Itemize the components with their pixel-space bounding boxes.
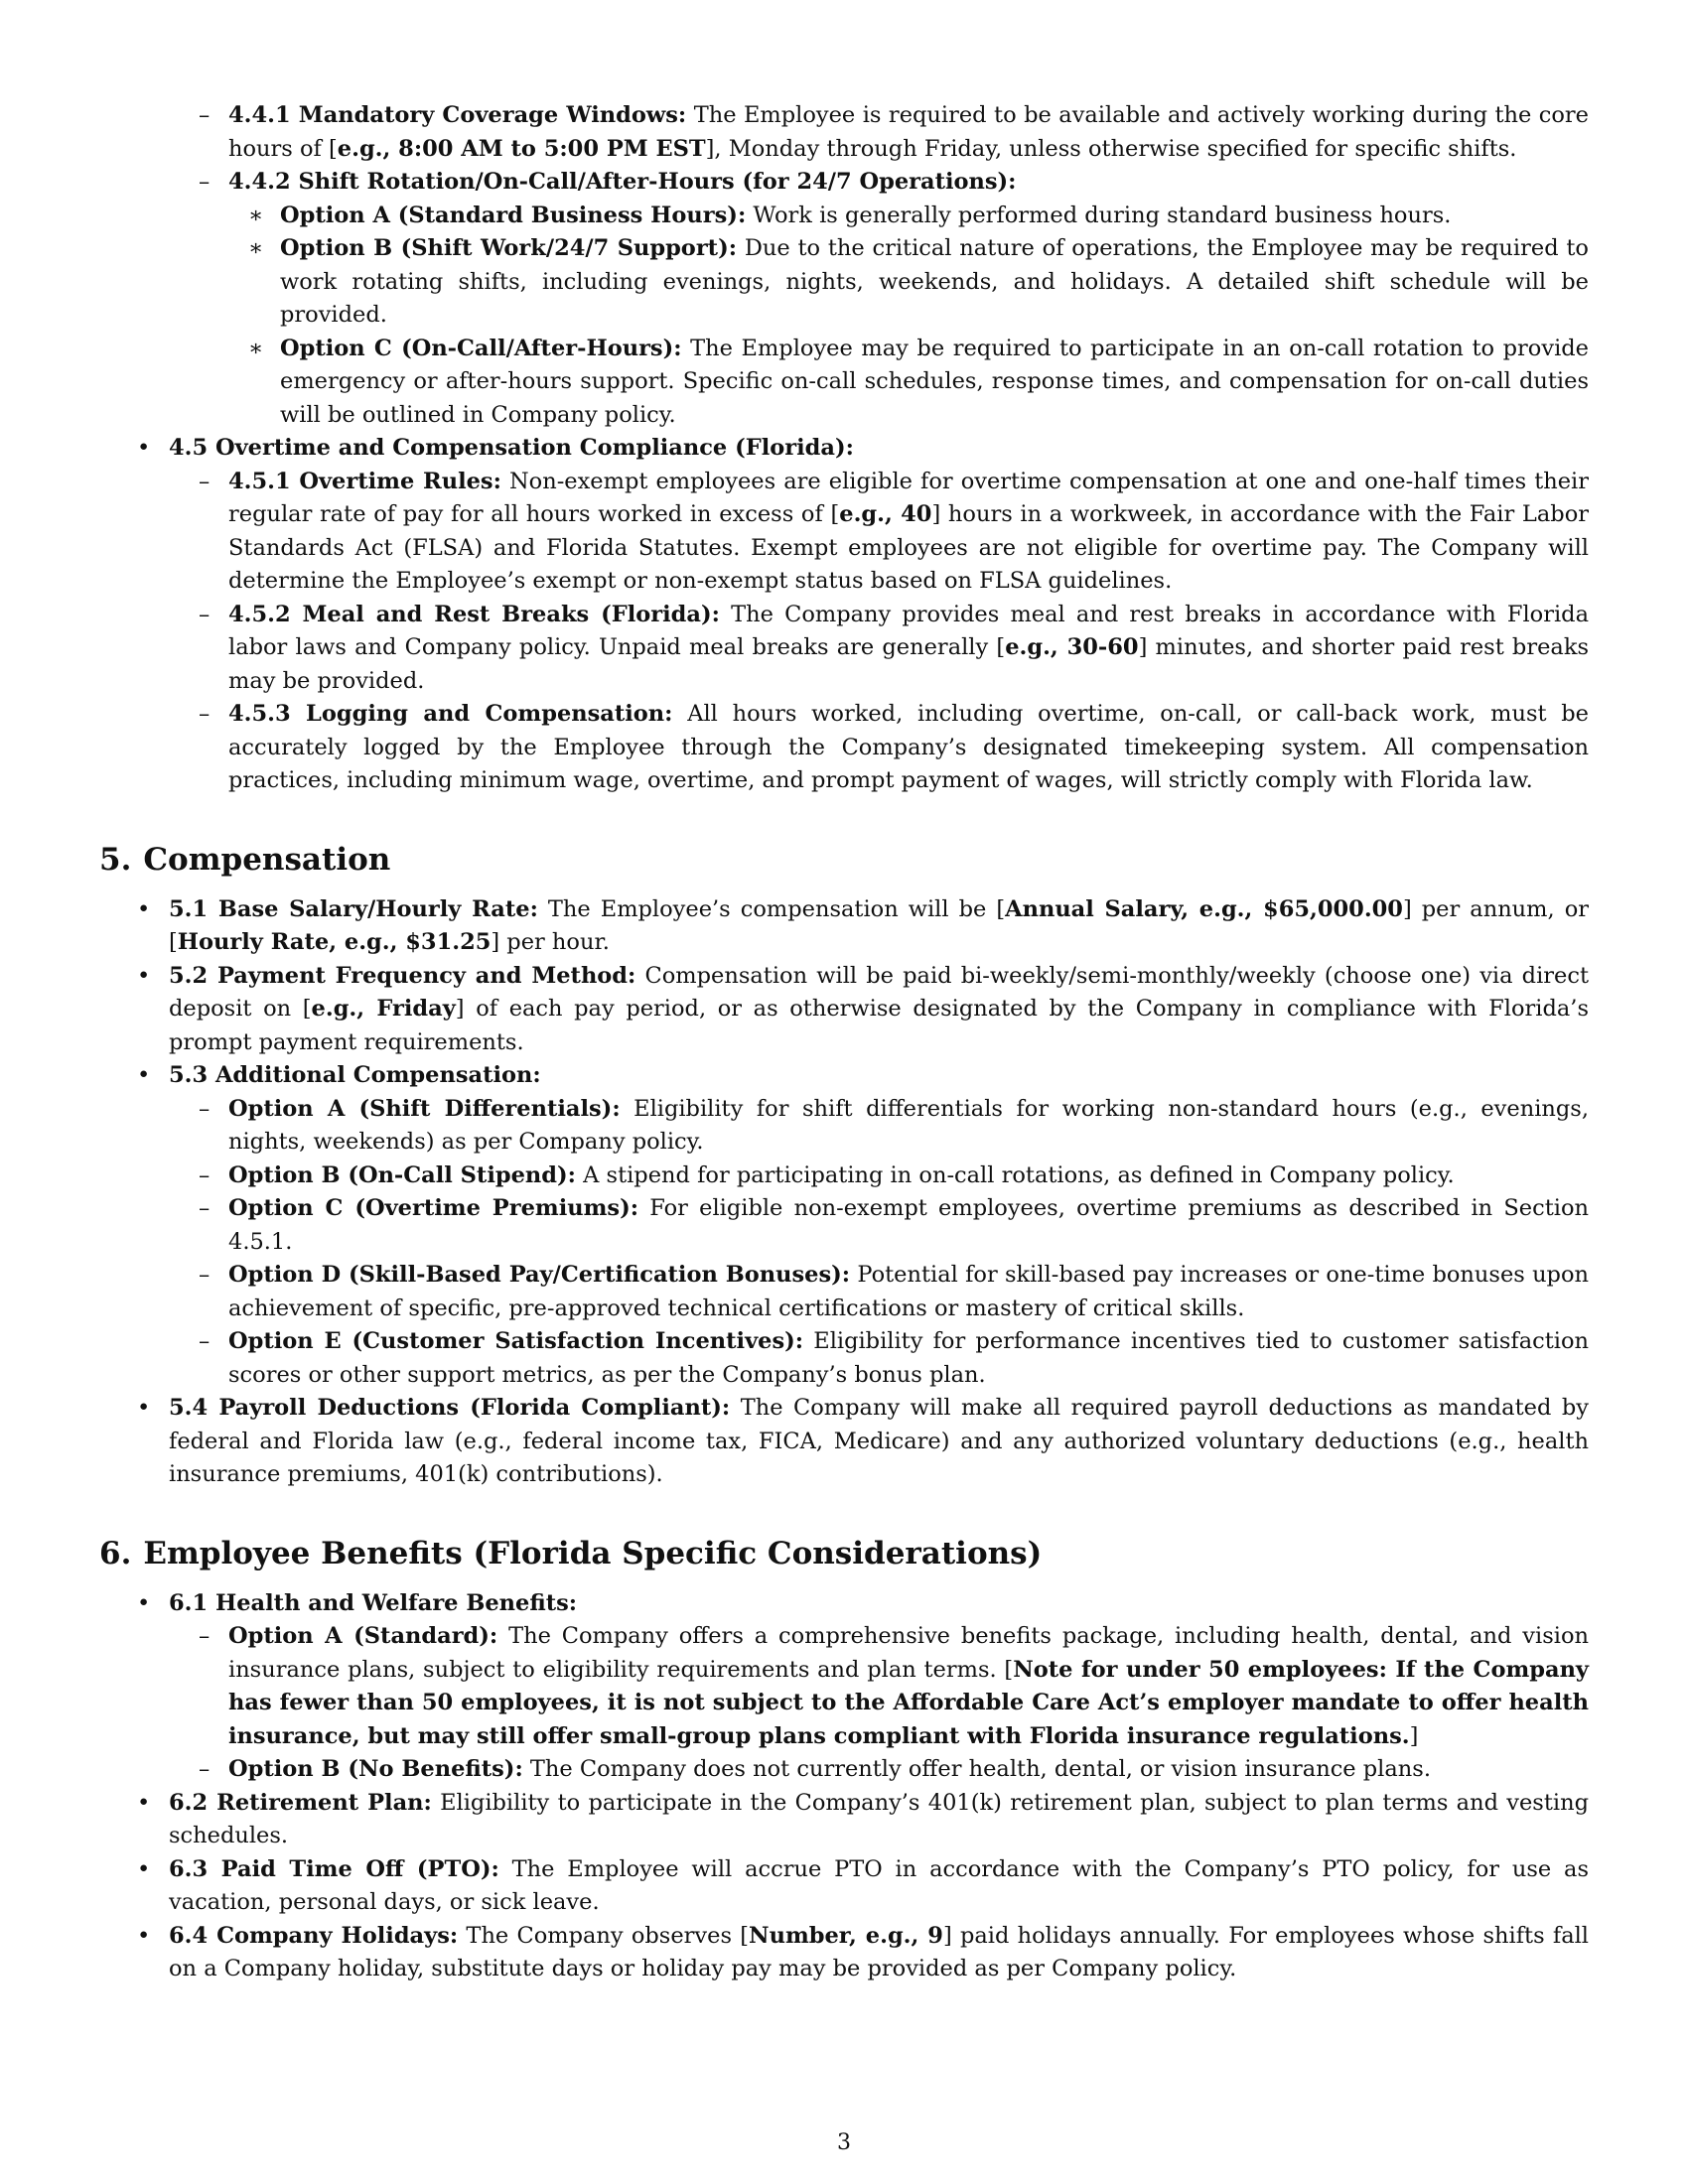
option-label: Option D (Skill-Based Pay/Certification Bonuses): — [228, 1262, 851, 1288]
bullet-marker: • — [137, 962, 151, 989]
list-item-4-5 — [99, 432, 1589, 466]
bullet-marker: • — [137, 895, 151, 922]
list-item-5-3 — [99, 1059, 1589, 1093]
clause-label: 4.4.2 Shift Rotation/On-Call/After-Hours (for 24/7 Operations): — [228, 169, 1017, 195]
list-item-5-3-option-c: – Option C (Overtime Premiums): For eligible non-exempt employees, overtime premiums as described in Section 4.5.1. — [99, 1192, 1589, 1259]
list-item-5-3-option-e: – Option E (Customer Satisfaction Incentives): Eligibility for performance incentives tied to customer satisfaction scores or other support metrics, as per the Company’s bonus plan. — [99, 1325, 1589, 1392]
bullet-marker: • — [137, 1589, 151, 1616]
dash-marker: – — [199, 601, 211, 627]
clause-label: 4.5.1 Overtime Rules: — [228, 468, 501, 494]
clause-label: 6.2 Retirement Plan: — [169, 1789, 432, 1816]
dash-marker: – — [199, 1262, 211, 1288]
list-item-5-3-option-d: – Option D (Skill-Based Pay/Certification Bonuses): Potential for skill-based pay increases or one-time bonuses upon achievement of specific, pre-approved technical certifications or mastery of critical skills. — [99, 1259, 1589, 1325]
placeholder-value: e.g., 40 — [839, 501, 932, 527]
option-label: Option A (Standard): — [228, 1623, 498, 1649]
list-item-4-5-1: – 4.5.1 Overtime Rules: Non-exempt employees are eligible for overtime compensation at one and one-half times their regular rate of pay for all hours worked in excess of [e.g., 40] hours in a workweek, in accordance with the Fair Labor Standards Act (FLSA) and Florida Statutes. Exempt employees are not eligible for overtime pay. The Company will determine the Employee’s exempt or non-exempt status based on FLSA guidelines. — [99, 466, 1589, 599]
list-item-4-5-3: – 4.5.3 Logging and Compensation: All hours worked, including overtime, on-call, or call-back work, must be accurately logged by the Employee through the Company’s designated timekeeping system. All compensation practices, including minimum wage, overtime, and prompt payment of wages, will strictly comply with Florida law. — [99, 698, 1589, 798]
list-item-4-5-2: – 4.5.2 Meal and Rest Breaks (Florida): The Company provides meal and rest breaks in accordance with Florida labor laws and Company policy. Unpaid meal breaks are generally [e.g., 30-60] minutes, and shorter paid rest breaks may be provided. — [99, 599, 1589, 699]
list-item-6-1-option-b: – Option B (No Benefits): The Company does not currently offer health, dental, or vision insurance plans. — [99, 1753, 1589, 1787]
placeholder-value: e.g., 8:00 AM to 5:00 PM EST — [337, 135, 706, 162]
section-heading-5: 5. Compensation — [99, 841, 391, 878]
clause-label: 6.4 Company Holidays: — [169, 1922, 459, 1949]
clause-label: 5.2 Payment Frequency and Method: — [169, 962, 636, 989]
clause-label: 5.3 Additional Compensation: — [169, 1062, 541, 1088]
list-item-5-2: • 5.2 Payment Frequency and Method: Compensation will be paid bi-weekly/semi-monthly/weekly (choose one) via direct deposit on [e.g., Friday] of each pay period, or as otherwise designated by the Company in compliance with Florida’s prompt payment requirements. — [99, 960, 1589, 1060]
list-item-4-4-1: – 4.4.1 Mandatory Coverage Windows: The Employee is required to be available and actively working during the core hours of [e.g., 8:00 AM to 5:00 PM EST], Monday through Friday, unless otherwise specified for specific shifts. — [99, 99, 1589, 166]
bullet-marker: • — [137, 1855, 151, 1882]
option-label: Option B (On-Call Stipend): — [228, 1161, 576, 1188]
list-item-5-1: • 5.1 Base Salary/Hourly Rate: The Employee’s compensation will be [Annual Salary, e.g., $65,000.00] per annum, or [Hourly Rate, e.g., $31.25] per hour. — [99, 893, 1589, 960]
list-item-option-c: ∗ Option C (On-Call/After-Hours): The Employee may be required to participate in an on-call rotation to provide emergency or after-hours support. Specific on-call schedules, response times, and compensation for on-call duties will be outlined in Company policy. — [99, 333, 1589, 433]
dash-marker: – — [199, 701, 211, 727]
list-item-6-2: • 6.2 Retirement Plan: Eligibility to participate in the Company’s 401(k) retirement plan, subject to plan terms and vesting schedules. — [99, 1787, 1589, 1853]
bullet-marker: • — [137, 1395, 151, 1421]
dash-marker: – — [199, 169, 211, 195]
placeholder-value: e.g., Friday — [311, 996, 456, 1022]
star-marker: ∗ — [248, 202, 264, 228]
placeholder-value: Hourly Rate, e.g., $31.25 — [177, 929, 492, 955]
clause-label: 6.1 Health and Welfare Benefits: — [169, 1589, 578, 1616]
dash-marker: – — [199, 1756, 211, 1782]
list-item-5-4: • 5.4 Payroll Deductions (Florida Compliant): The Company will make all required payroll deductions as mandated by federal and Florida law (e.g., federal income tax, FICA, Medicare) and any authorized voluntary deductions (e.g., health insurance premiums, 401(k) contributions). — [99, 1392, 1589, 1492]
bullet-marker: • — [137, 435, 151, 461]
clause-label: 6.3 Paid Time Off (PTO): — [169, 1855, 499, 1882]
star-marker: ∗ — [248, 335, 264, 361]
dash-marker: – — [199, 1328, 211, 1354]
aca-note: Note for under 50 employees: If the Company has fewer than 50 employees, it is not subject to the Affordable Care Act’s employer mandate to offer health insurance, but may still offer small-group plans compliant with Florida insurance regulations. — [228, 1656, 1589, 1749]
clause-label: 4.4.1 Mandatory Coverage Windows: — [228, 102, 687, 128]
star-marker: ∗ — [248, 235, 264, 261]
bullet-marker: • — [137, 1922, 151, 1949]
option-label: Option A (Shift Differentials): — [228, 1095, 621, 1122]
dash-marker: – — [199, 1623, 211, 1649]
list-item-6-3: • 6.3 Paid Time Off (PTO): The Employee will accrue PTO in accordance with the Company’s PTO policy, for use as vacation, personal days, or sick leave. — [99, 1853, 1589, 1920]
list-item-6-1 — [99, 1587, 1589, 1621]
bullet-marker: • — [137, 1062, 151, 1088]
clause-label: 4.5.2 Meal and Rest Breaks (Florida): — [228, 601, 720, 627]
list-item-option-b: ∗ Option B (Shift Work/24/7 Support): Due to the critical nature of operations, the Employee may be required to work rotating shifts, including evenings, nights, weekends, and holidays. A detailed shift schedule will be provided. — [99, 232, 1589, 333]
clause-label: 5.4 Payroll Deductions (Florida Compliant): — [169, 1395, 731, 1421]
dash-marker: – — [199, 468, 211, 494]
clause-label: 4.5.3 Logging and Compensation: — [228, 701, 673, 727]
option-label: Option C (Overtime Premiums): — [228, 1195, 639, 1221]
clause-label: 4.5 Overtime and Compensation Compliance (Florida): — [169, 435, 854, 461]
option-label: Option B (Shift Work/24/7 Support): — [280, 235, 738, 261]
section-heading-6: 6. Employee Benefits (Florida Specific Considerations) — [99, 1535, 1043, 1571]
clause-label: 5.1 Base Salary/Hourly Rate: — [169, 895, 538, 922]
list-item-4-4-2 — [99, 166, 1589, 200]
list-item-option-a: ∗ Option A (Standard Business Hours): Work is generally performed during standard business hours. — [99, 200, 1589, 233]
list-item-5-3-option-a: – Option A (Shift Differentials): Eligibility for shift differentials for working non-standard hours (e.g., evenings, nights, weekends) as per Company policy. — [99, 1093, 1589, 1160]
placeholder-value: e.g., 30-60 — [1005, 634, 1139, 660]
option-label: Option B (No Benefits): — [228, 1756, 523, 1782]
dash-marker: – — [199, 102, 211, 128]
page-number: 3 — [837, 2130, 851, 2155]
option-label: Option A (Standard Business Hours): — [280, 202, 747, 228]
list-item-6-4: • 6.4 Company Holidays: The Company observes [Number, e.g., 9] paid holidays annually. For employees whose shifts fall on a Company holiday, substitute days or holiday pay may be provided as per Company policy. — [99, 1920, 1589, 1986]
document-page — [99, 99, 1589, 1986]
list-item-5-3-option-b: – Option B (On-Call Stipend): A stipend for participating in on-call rotations, as defined in Company policy. — [99, 1160, 1589, 1193]
dash-marker: – — [199, 1095, 211, 1122]
option-label: Option E (Customer Satisfaction Incentives): — [228, 1328, 804, 1354]
list-item-6-1-option-a: – Option A (Standard): The Company offers a comprehensive benefits package, including health, dental, and vision insurance plans, subject to eligibility requirements and plan terms. [Note for under 50 employees: If the Company has fewer than 50 employees, it is not subject to the Affordable Care Act’s employer mandate to offer health insurance, but may still offer small-group plans compliant with Florida insurance regulations.] — [99, 1620, 1589, 1753]
dash-marker: – — [199, 1195, 211, 1221]
bullet-marker: • — [137, 1789, 151, 1816]
dash-marker: – — [199, 1161, 211, 1188]
placeholder-value: Annual Salary, e.g., $65,000.00 — [1005, 895, 1403, 922]
placeholder-value: Number, e.g., 9 — [749, 1922, 943, 1949]
option-label: Option C (On-Call/After-Hours): — [280, 335, 682, 361]
